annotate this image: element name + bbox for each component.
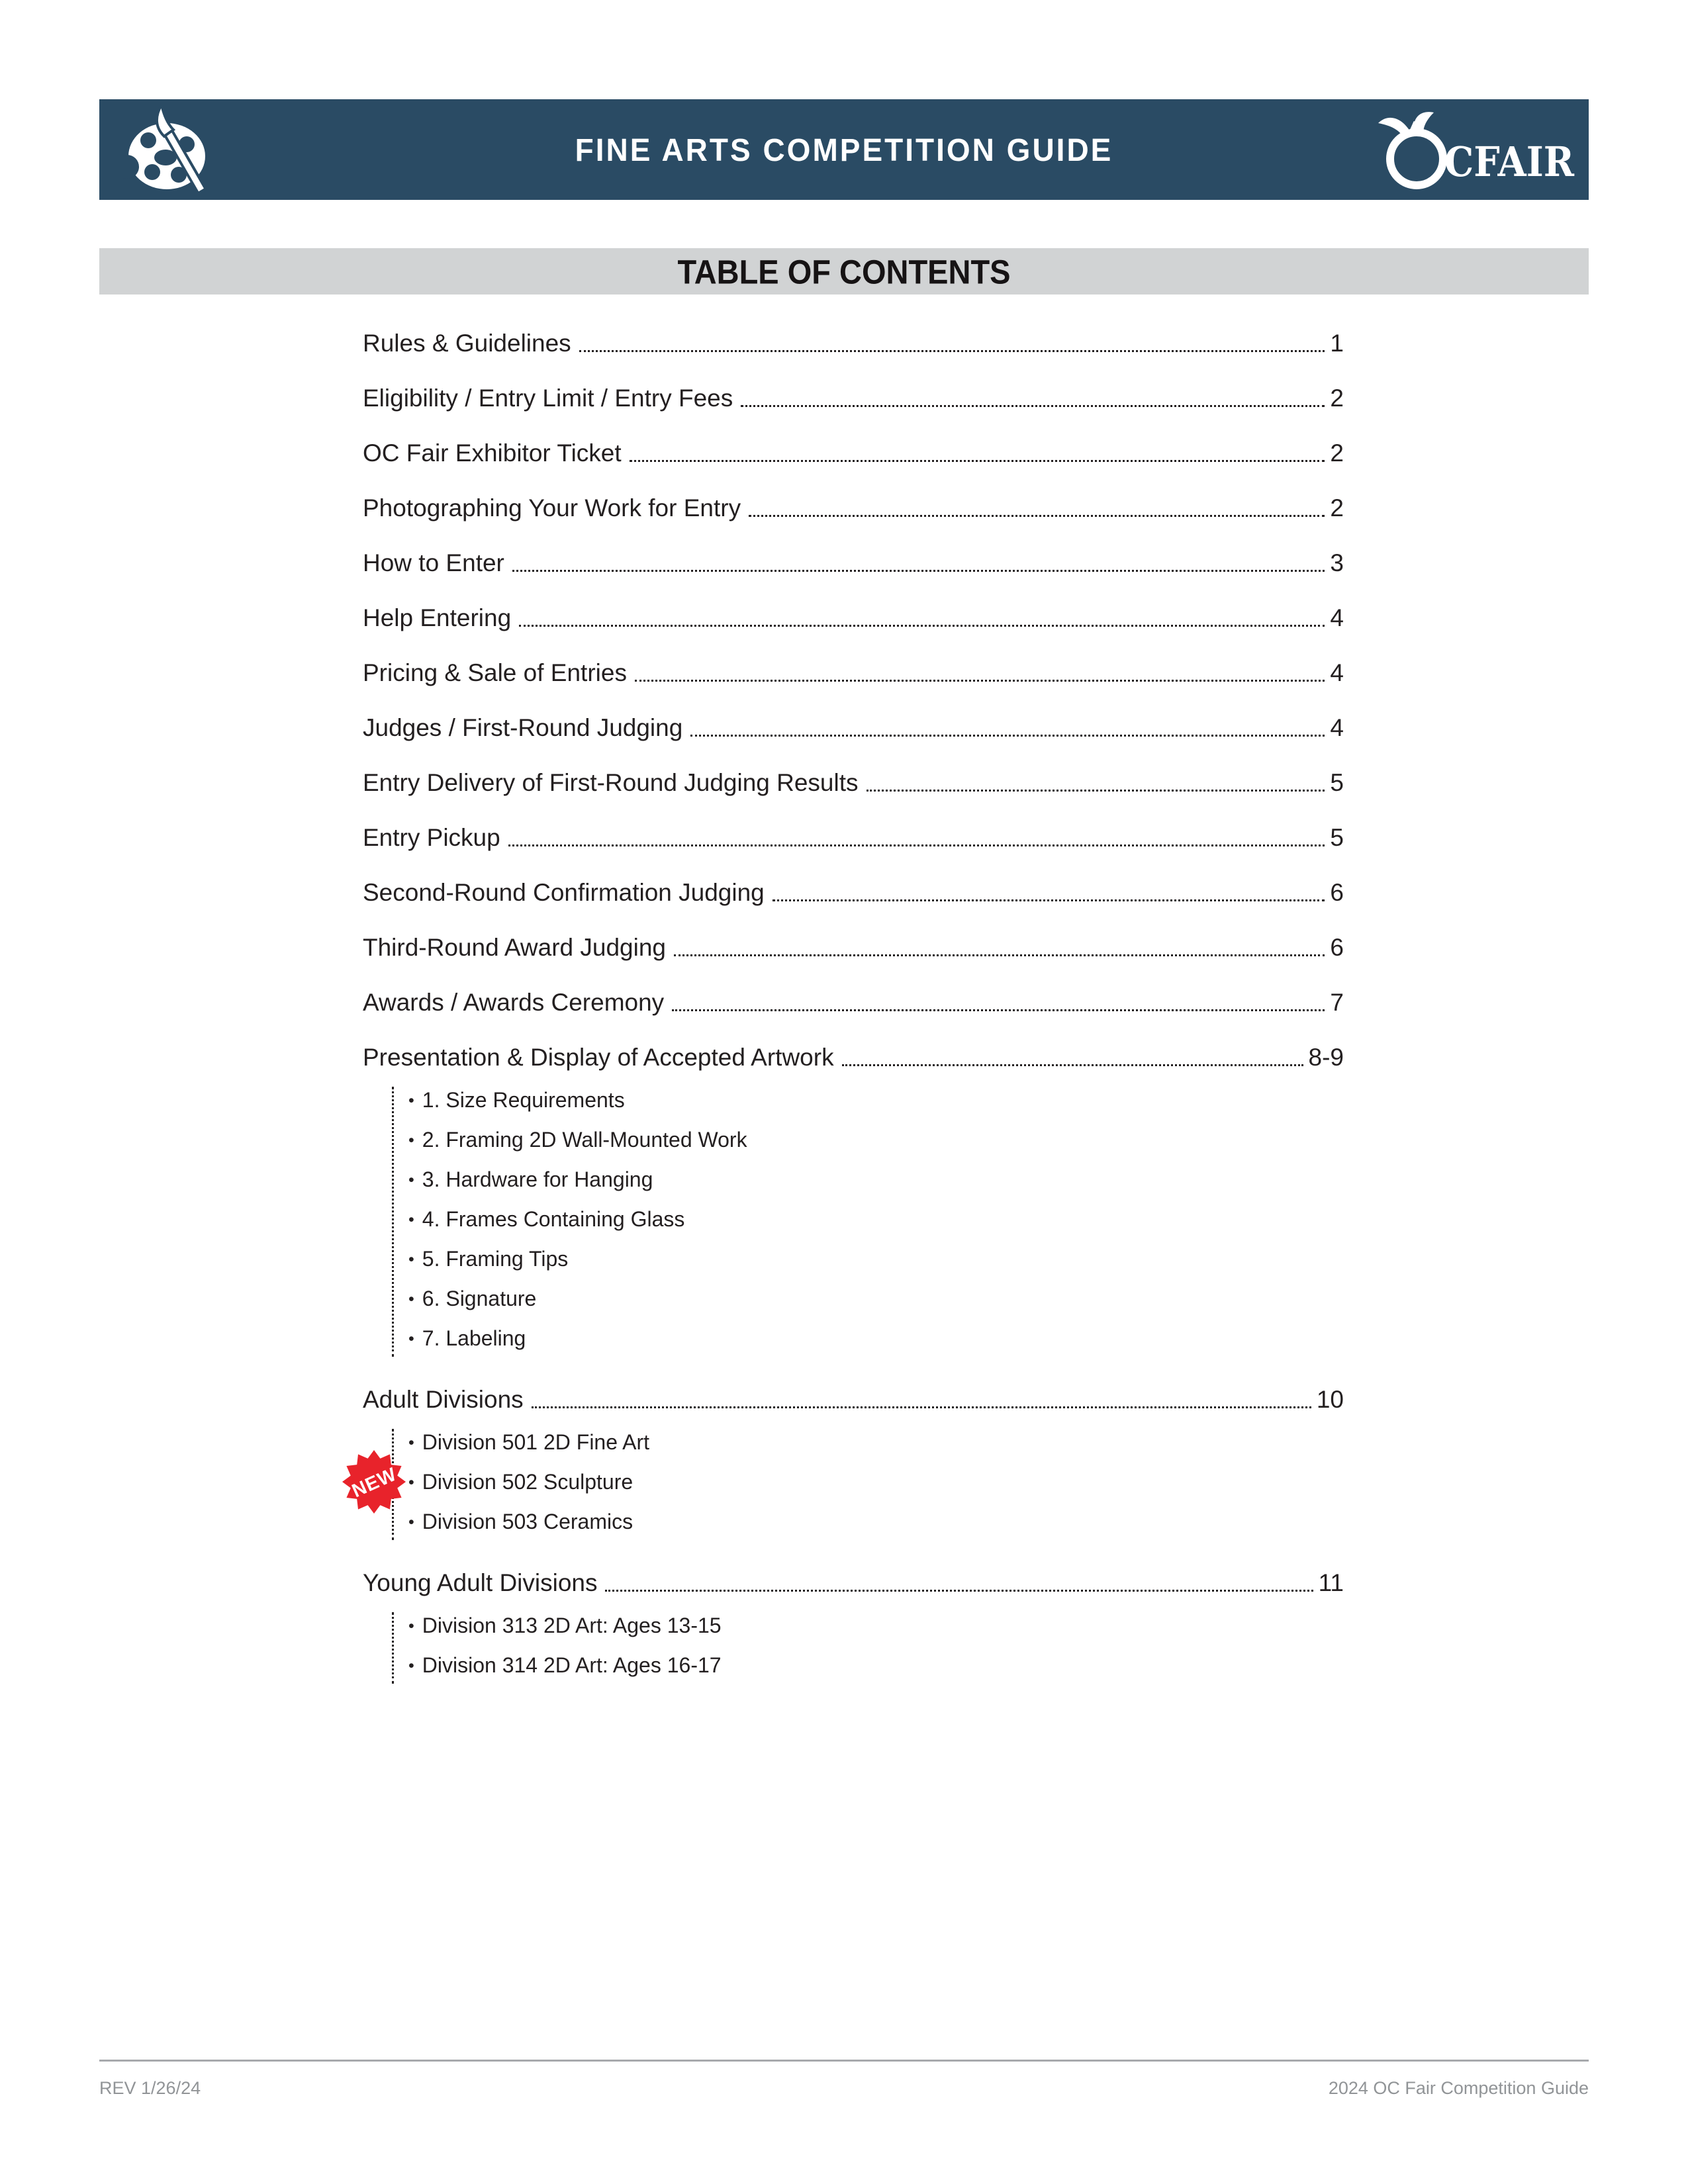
toc-leader-dots bbox=[532, 1406, 1311, 1408]
toc-leader-dots bbox=[741, 405, 1325, 407]
toc-subitem-label: 3. Hardware for Hanging bbox=[422, 1167, 653, 1191]
footer-guide-name: 2024 OC Fair Competition Guide bbox=[1328, 2078, 1589, 2098]
toc-entry-label: Adult Divisions bbox=[363, 1386, 524, 1413]
toc-leader-dots bbox=[867, 790, 1325, 792]
toc-sublist bbox=[392, 1612, 1344, 1684]
toc-subitem-label: Division 314 2D Art: Ages 16-17 bbox=[422, 1653, 722, 1677]
toc-entry-label: Second-Round Confirmation Judging bbox=[363, 879, 765, 906]
toc-entry-page: 8-9 bbox=[1308, 1044, 1344, 1071]
toc-subitem[interactable] bbox=[394, 1432, 1344, 1453]
toc-entry[interactable] bbox=[363, 386, 1344, 410]
page-title: FINE ARTS COMPETITION GUIDE bbox=[575, 131, 1113, 168]
toc-entry[interactable] bbox=[363, 880, 1344, 905]
toc-entry[interactable] bbox=[363, 715, 1344, 740]
toc-entry-label: Help Entering bbox=[363, 604, 512, 631]
toc-entry-label: Young Adult Divisions bbox=[363, 1569, 598, 1596]
toc-leader-dots bbox=[690, 735, 1325, 737]
toc-group bbox=[363, 935, 1344, 960]
toc-entry-page: 4 bbox=[1330, 714, 1344, 741]
toc-entry[interactable] bbox=[363, 990, 1344, 1015]
toc-group bbox=[363, 660, 1344, 685]
toc-sublist bbox=[349, 1429, 1344, 1540]
toc-entry-label: How to Enter bbox=[363, 549, 504, 576]
toc-leader-dots bbox=[674, 954, 1325, 956]
toc-leader-dots bbox=[672, 1009, 1325, 1011]
toc-entry-label: Pricing & Sale of Entries bbox=[363, 659, 627, 686]
toc-subitem-label: 2. Framing 2D Wall-Mounted Work bbox=[422, 1128, 747, 1152]
toc-entry[interactable] bbox=[363, 606, 1344, 630]
toc-subitem-label: Division 313 2D Art: Ages 13-15 bbox=[422, 1614, 722, 1637]
toc-entry-page: 4 bbox=[1330, 604, 1344, 631]
toc-subitem[interactable] bbox=[394, 1655, 1344, 1676]
toc-group bbox=[363, 331, 1344, 355]
bullet-icon: • bbox=[408, 1433, 414, 1452]
toc-subitem-label: Division 501 2D Fine Art bbox=[422, 1430, 650, 1454]
toc-subitem-label: Division 502 Sculpture bbox=[422, 1470, 633, 1494]
bullet-icon: • bbox=[408, 1210, 414, 1229]
toc-subitem[interactable] bbox=[394, 1615, 1344, 1636]
toc-leader-dots bbox=[635, 680, 1325, 682]
toc-entry[interactable] bbox=[363, 1045, 1344, 1069]
toc-leader-dots bbox=[512, 570, 1325, 572]
toc-entry-page: 10 bbox=[1316, 1386, 1344, 1413]
toc-entry-label: Awards / Awards Ceremony bbox=[363, 989, 665, 1016]
toc-entry-label: Presentation & Display of Accepted Artwork bbox=[363, 1044, 834, 1071]
toc-subitem[interactable] bbox=[394, 1511, 1344, 1532]
toc-group bbox=[363, 990, 1344, 1015]
toc-subitem-label: 4. Frames Containing Glass bbox=[422, 1207, 685, 1231]
toc-group bbox=[363, 1045, 1344, 1357]
toc-entry-label: Entry Pickup bbox=[363, 824, 500, 851]
logo-text: CFAIR bbox=[1444, 138, 1575, 186]
toc-entry[interactable] bbox=[363, 496, 1344, 520]
toc-group bbox=[363, 715, 1344, 740]
header-bar bbox=[99, 99, 1589, 200]
toc-leader-dots bbox=[749, 515, 1325, 517]
toc-entry-page: 2 bbox=[1330, 494, 1344, 522]
toc-group bbox=[363, 496, 1344, 520]
toc-leader-dots bbox=[842, 1064, 1303, 1066]
bullet-icon: • bbox=[408, 1131, 414, 1150]
toc-group bbox=[363, 825, 1344, 850]
toc-entry[interactable] bbox=[363, 331, 1344, 355]
toc-entry[interactable] bbox=[363, 770, 1344, 795]
bullet-icon: • bbox=[408, 1091, 414, 1110]
toc-entry[interactable] bbox=[363, 551, 1344, 575]
toc-entry-page: 3 bbox=[1330, 549, 1344, 576]
toc-entry-label: Third-Round Award Judging bbox=[363, 934, 666, 961]
toc-leader-dots bbox=[630, 460, 1325, 462]
toc-leader-dots bbox=[508, 844, 1325, 846]
toc-leader-dots bbox=[773, 899, 1325, 901]
ocfair-logo bbox=[1376, 109, 1578, 191]
bullet-icon: • bbox=[408, 1657, 414, 1675]
toc-subitem[interactable] bbox=[394, 1248, 1344, 1269]
toc-entry[interactable] bbox=[363, 441, 1344, 465]
bullet-icon: • bbox=[408, 1617, 414, 1635]
bullet-icon: • bbox=[408, 1513, 414, 1531]
toc-entry-page: 2 bbox=[1330, 385, 1344, 412]
toc-leader-dots bbox=[579, 350, 1325, 352]
footer-revision: REV 1/26/24 bbox=[99, 2078, 201, 2098]
toc-entry-label: Judges / First-Round Judging bbox=[363, 714, 683, 741]
toc-sublist bbox=[392, 1087, 1344, 1357]
bullet-icon: • bbox=[408, 1330, 414, 1348]
toc-subitem-label: Division 503 Ceramics bbox=[422, 1510, 633, 1533]
toc-leader-dots bbox=[519, 625, 1325, 627]
toc-entry-page: 7 bbox=[1330, 989, 1344, 1016]
toc-entry-page: 1 bbox=[1330, 330, 1344, 357]
bullet-icon: • bbox=[408, 1473, 414, 1492]
toc-group bbox=[363, 551, 1344, 575]
bullet-icon: • bbox=[408, 1171, 414, 1189]
toc-entry-label: Rules & Guidelines bbox=[363, 330, 571, 357]
bullet-icon: • bbox=[408, 1290, 414, 1308]
toc-entry-page: 11 bbox=[1318, 1569, 1344, 1596]
toc-group bbox=[363, 770, 1344, 795]
toc-subitem-label: 6. Signature bbox=[422, 1287, 537, 1310]
toc-entry-page: 5 bbox=[1330, 769, 1344, 796]
toc-entry-page: 5 bbox=[1330, 824, 1344, 851]
toc-entry[interactable] bbox=[363, 1570, 1344, 1595]
toc-entry-label: OC Fair Exhibitor Ticket bbox=[363, 439, 622, 467]
toc-subitem-label: 5. Framing Tips bbox=[422, 1247, 569, 1271]
palette-icon bbox=[123, 103, 212, 196]
toc-group bbox=[363, 606, 1344, 630]
toc-group bbox=[363, 1570, 1344, 1684]
toc-entry-page: 6 bbox=[1330, 934, 1344, 961]
toc-heading-bar bbox=[99, 248, 1589, 295]
toc-group bbox=[363, 880, 1344, 905]
toc-subitem[interactable] bbox=[394, 1129, 1344, 1150]
footer bbox=[99, 2078, 1589, 2099]
toc-entry-page: 4 bbox=[1330, 659, 1344, 686]
toc-subitem[interactable] bbox=[394, 1089, 1344, 1111]
toc-entry-label: Photographing Your Work for Entry bbox=[363, 494, 741, 522]
toc-subitem[interactable] bbox=[394, 1328, 1344, 1349]
toc-entry-label: Entry Delivery of First-Round Judging Results bbox=[363, 769, 859, 796]
toc-entry[interactable] bbox=[363, 660, 1344, 685]
toc-entry[interactable] bbox=[363, 935, 1344, 960]
bullet-icon: • bbox=[408, 1250, 414, 1269]
toc-leader-dots bbox=[605, 1590, 1313, 1592]
toc-subitem[interactable] bbox=[394, 1169, 1344, 1190]
footer-divider bbox=[99, 2060, 1589, 2062]
toc-entry[interactable] bbox=[363, 1387, 1344, 1412]
toc-heading: TABLE OF CONTENTS bbox=[677, 252, 1011, 291]
toc-group bbox=[363, 441, 1344, 465]
new-badge bbox=[342, 1450, 406, 1514]
toc-list bbox=[349, 295, 1344, 1714]
toc-subitem[interactable] bbox=[394, 1288, 1344, 1309]
toc-subitem[interactable] bbox=[394, 1208, 1344, 1230]
toc-group bbox=[349, 1386, 1344, 1540]
toc-subitem-label: 1. Size Requirements bbox=[422, 1088, 625, 1112]
toc-entry-page: 6 bbox=[1330, 879, 1344, 906]
toc-entry-label: Eligibility / Entry Limit / Entry Fees bbox=[363, 385, 733, 412]
new-badge-text: NEW bbox=[349, 1463, 400, 1502]
toc-subitem-label: 7. Labeling bbox=[422, 1326, 526, 1350]
toc-entry-page: 2 bbox=[1330, 439, 1344, 467]
toc-subitem[interactable] bbox=[349, 1463, 1344, 1502]
toc-group bbox=[363, 386, 1344, 410]
toc-entry[interactable] bbox=[363, 825, 1344, 850]
